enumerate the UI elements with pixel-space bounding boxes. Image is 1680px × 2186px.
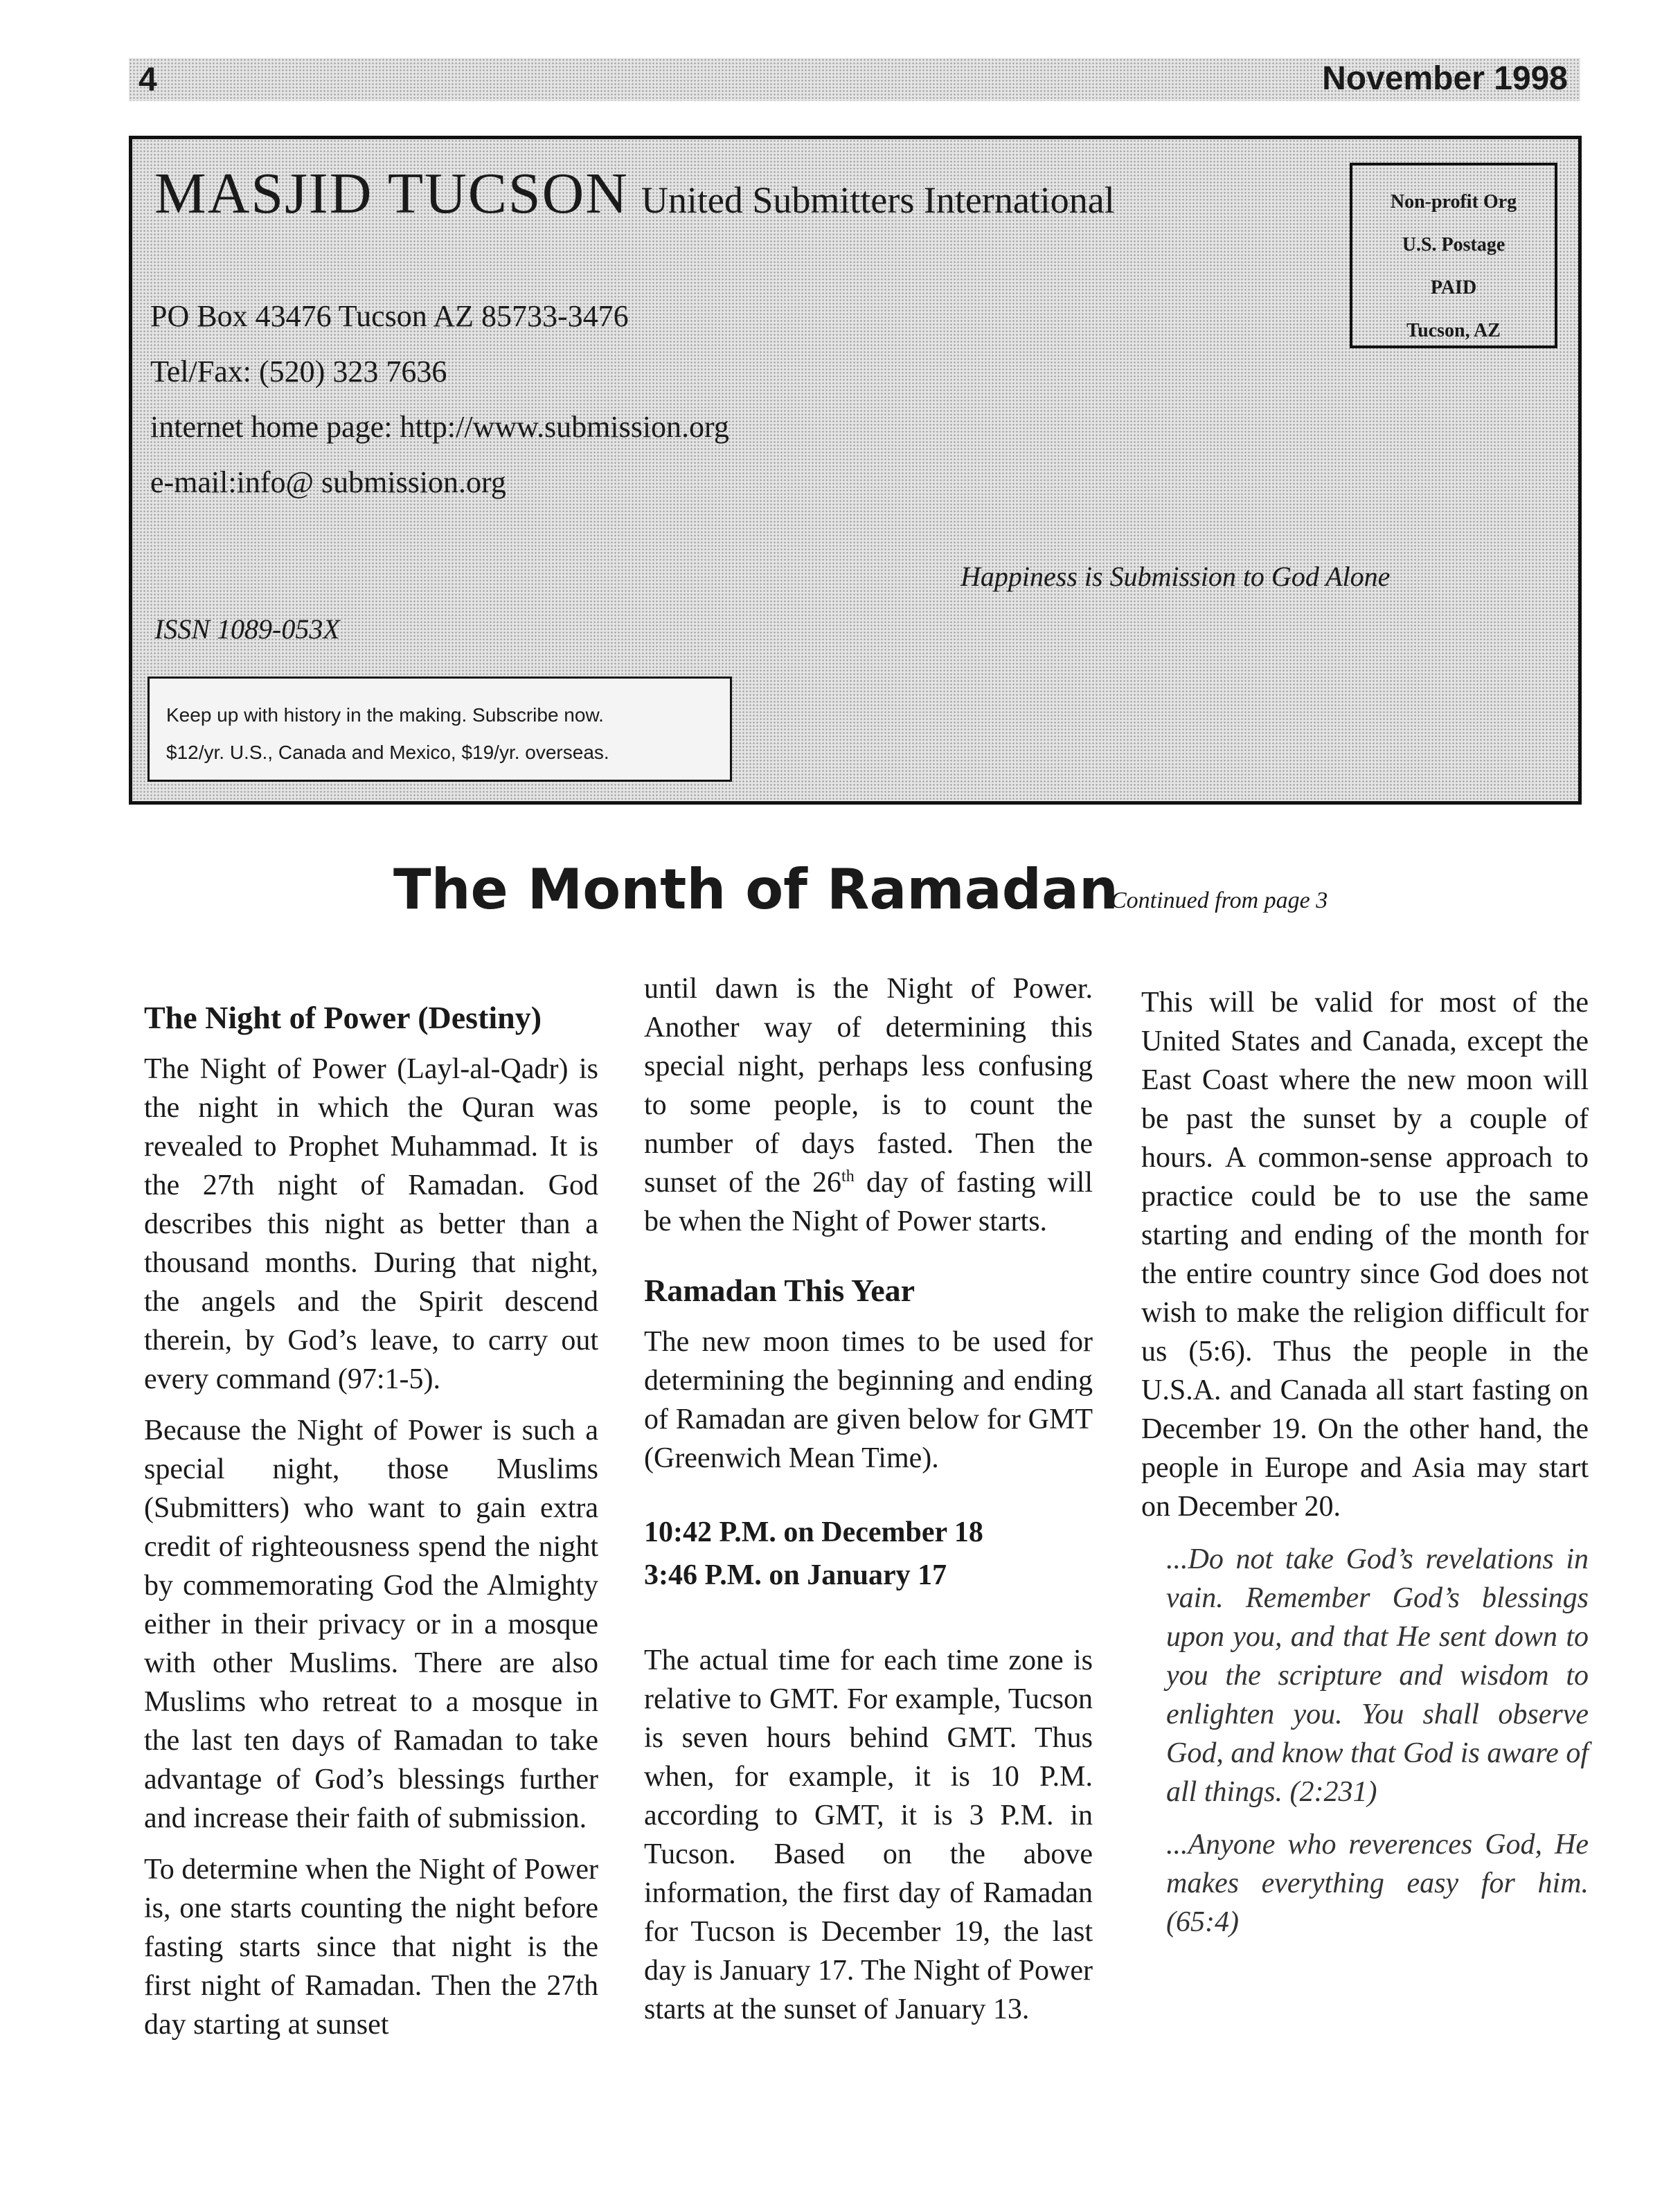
section-heading: Ramadan This Year — [644, 1273, 915, 1308]
continued-note: Continued from page 3 — [1111, 888, 1328, 913]
header-bar — [129, 58, 1580, 101]
paragraph: The Night of Power (Layl-al-Qadr) is the night in which the Quran was revealed to Prophet Muhammad. It is the 27th night of Ramadan. God describes this night as better than a thousand months. During that night, the angels and the Spirit descend therein, by God’s leave, to carry out every command (97:1-5). — [144, 1053, 598, 1395]
paragraph — [644, 969, 1093, 1241]
column-left — [144, 998, 598, 2044]
page-number: 4 — [138, 62, 157, 98]
article-title: The Month of Ramadan — [393, 857, 1118, 922]
ordinal-suffix: th — [841, 1167, 855, 1185]
homepage: internet home page: http://www.submission.org — [150, 410, 729, 444]
paragraph: The new moon times to be used for determining the beginning and ending of Ramadan are given below for GMT (Greenwich Mean Time). — [644, 1326, 1093, 1474]
subscribe-box — [148, 677, 732, 782]
phone-fax: Tel/Fax: (520) 323 7636 — [150, 355, 447, 388]
issn: ISSN 1089-053X — [154, 613, 340, 645]
new-moon-times — [644, 1511, 1093, 1597]
postage-line: U.S. Postage — [1402, 234, 1505, 256]
paragraph: To determine when the Night of Power is, one starts counting the night before fasting starts since that night is the first night of Ramadan. Then the 27th day starting at sunset — [144, 1854, 598, 2041]
paragraph: The actual time for each time zone is relative to GMT. For example, Tucson is seven hours behind GMT. Thus when, for example, it is 10 P.M. according to GMT, it is 3 P.M. in Tucson. Based on the above information, the first day of Ramadan for Tucson is December 19, the last day is January 17. The Night of Power starts at the sunset of January 13. — [644, 1645, 1093, 2025]
motto: Happiness is Submission to God Alone — [960, 561, 1391, 592]
postage-line: Non-profit Org — [1390, 191, 1517, 213]
postage-line: PAID — [1430, 277, 1477, 298]
email: e-mail:info@ submission.org — [150, 465, 506, 499]
subscribe-price: $12/yr. U.S., Canada and Mexico, $19/yr. overseas. — [166, 742, 609, 763]
postage-indicia — [1350, 163, 1557, 348]
column-right — [1141, 983, 1589, 1942]
column-middle — [644, 969, 1093, 2029]
paragraph-text: until dawn is the Night of Power. Another way of determining this special night, perhaps less confusing to some people, is to count the number of days fasted. Then the sunset of the 26 — [644, 973, 1093, 1199]
address-block — [150, 289, 729, 510]
quote: ...Anyone who reverences God, He makes everything easy for him. (65:4) — [1166, 1829, 1589, 1938]
org-subtitle: United Submitters International — [641, 179, 1115, 221]
new-moon-time: 3:46 P.M. on January 17 — [644, 1559, 947, 1591]
quote: ...Do not take God’s revelations in vain. Remember God’s blessings upon you, and that He sent down to you the scripture and wisdom to enlighten you. You shall observe God, and know that God is aware of all things. (2:231) — [1166, 1543, 1589, 1808]
postal-address: PO Box 43476 Tucson AZ 85733-3476 — [150, 299, 629, 333]
org-name: MASJID TUCSON — [154, 161, 629, 226]
new-moon-time: 10:42 P.M. on December 18 — [644, 1516, 983, 1548]
mailing-panel — [129, 136, 1582, 805]
subscribe-line: Keep up with history in the making. Subscribe now. — [166, 704, 604, 726]
org-title — [154, 160, 1115, 227]
paragraph: This will be valid for most of the United States and Canada, except the East Coast where the new moon will be past the sunset by a couple of hours. A common-sense approach to practice could be to use the same starting and ending of the month for the entire country since God does not wish to make the religion difficult for us (5:6). Thus the people in the U.S.A. and Canada all start fasting on December 19. On the other hand, the people in Europe and Asia may start on December 20. — [1141, 987, 1589, 1523]
postage-line: Tucson, AZ — [1406, 320, 1501, 341]
paragraph-text: day of fasting will be when the Night of Power starts. — [644, 1167, 1093, 1237]
paragraph: Because the Night of Power is such a special night, those Muslims (Submitters) who want to gain extra credit of righteousness spend the night by commemorating God the Almighty either in their privacy or in a mosque with other Muslims. There are also Muslims who retreat to a mosque in the last ten days of Ramadan to take advantage of God’s blessings further and increase their faith of submission. — [144, 1415, 598, 1834]
issue-date: November 1998 — [1322, 60, 1568, 97]
section-heading: The Night of Power (Destiny) — [144, 1000, 542, 1035]
